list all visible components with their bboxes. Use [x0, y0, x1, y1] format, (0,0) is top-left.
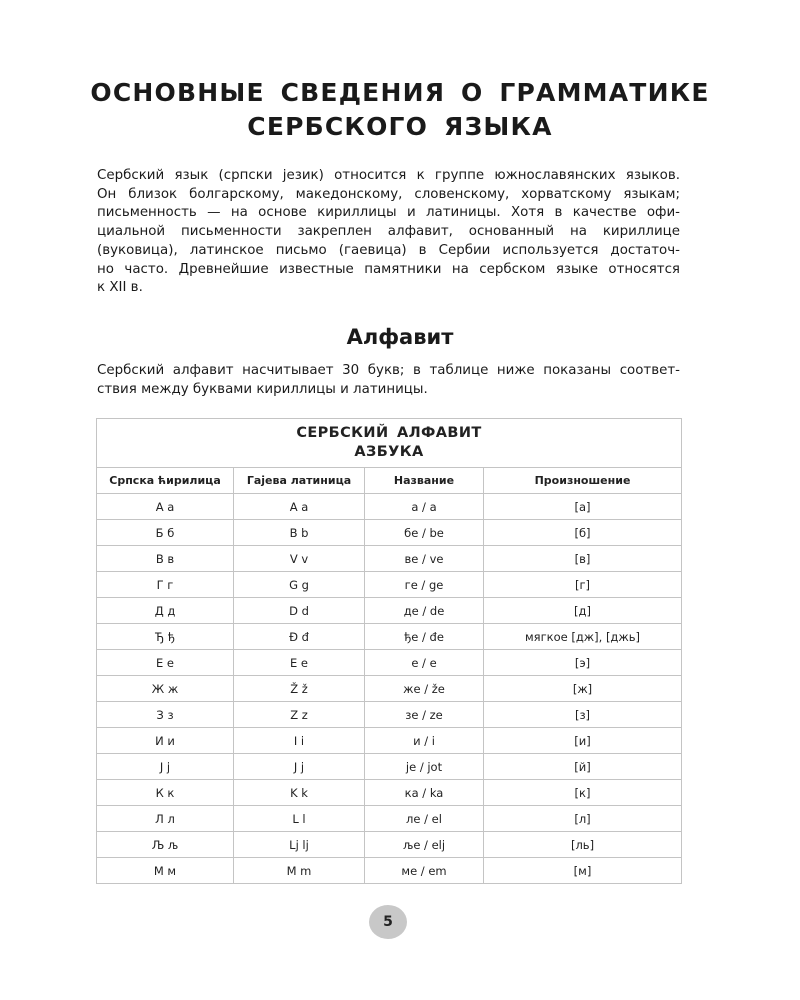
pronunciation-cell: [л]: [484, 806, 682, 832]
intro-line: (вуковица), латинское письмо (гаевица) в Сербии используется достаточ-: [97, 242, 680, 258]
pronunciation-cell: [й]: [484, 754, 682, 780]
cyrillic-cell: Ј ј: [97, 754, 234, 780]
latin-cell: L l: [234, 806, 365, 832]
alphabet-table: [96, 418, 682, 884]
page-title-line-1: ОСНОВНЫЕ СВЕДЕНИЯ О ГРАММАТИКЕ: [90, 78, 710, 107]
table-caption: [97, 419, 682, 468]
cyrillic-cell: М м: [97, 858, 234, 884]
intro-line: Сербский язык (српски језик) относится к группе южнославянских языков.: [97, 168, 680, 183]
column-header-cyrillic: Српска ћирилица: [97, 468, 234, 494]
cyrillic-cell: Ж ж: [97, 676, 234, 702]
latin-cell: V v: [234, 546, 365, 572]
alphabet-description: [97, 361, 680, 399]
table-row: [97, 624, 682, 650]
alphabet-description-line: Сербский алфавит насчитывает 30 букв; в таблице ниже показаны соответ-: [97, 363, 680, 378]
letter-name-cell: ге / ge: [365, 572, 484, 598]
letter-name-cell: ље / elj: [365, 832, 484, 858]
letter-name-cell: де / de: [365, 598, 484, 624]
letter-name-cell: а / a: [365, 494, 484, 520]
table-caption-row: [97, 419, 682, 468]
letter-name-cell: ђе / đe: [365, 624, 484, 650]
pronunciation-cell: [к]: [484, 780, 682, 806]
latin-cell: Ž ž: [234, 676, 365, 702]
table-row: [97, 546, 682, 572]
table-row: [97, 754, 682, 780]
pronunciation-cell: [а]: [484, 494, 682, 520]
page-title: [80, 76, 720, 144]
latin-cell: I i: [234, 728, 365, 754]
pronunciation-cell: [г]: [484, 572, 682, 598]
cyrillic-cell: Е е: [97, 650, 234, 676]
latin-cell: Z z: [234, 702, 365, 728]
cyrillic-cell: Г г: [97, 572, 234, 598]
letter-name-cell: ле / el: [365, 806, 484, 832]
table-row: [97, 832, 682, 858]
letter-name-cell: е / e: [365, 650, 484, 676]
column-header-name: Название: [365, 468, 484, 494]
intro-line: Он близок болгарскому, македонскому, словенскому, хорватскому языкам;: [97, 186, 680, 202]
pronunciation-cell: [ль]: [484, 832, 682, 858]
latin-cell: Lj lj: [234, 832, 365, 858]
pronunciation-cell: [б]: [484, 520, 682, 546]
table-row: [97, 650, 682, 676]
table-row: [97, 520, 682, 546]
column-header-latin: Гајева латиница: [234, 468, 365, 494]
latin-cell: M m: [234, 858, 365, 884]
intro-line: к XII в.: [97, 280, 143, 296]
cyrillic-cell: И и: [97, 728, 234, 754]
alphabet-heading: Алфавит: [346, 325, 454, 349]
table-caption-line-2: АЗБУКА: [354, 444, 424, 460]
column-header-pronunciation: Произношение: [484, 468, 682, 494]
latin-cell: B b: [234, 520, 365, 546]
latin-cell: K k: [234, 780, 365, 806]
latin-cell: G g: [234, 572, 365, 598]
pronunciation-cell: [д]: [484, 598, 682, 624]
table-row: [97, 676, 682, 702]
page-number: 5: [369, 905, 407, 939]
letter-name-cell: зе / ze: [365, 702, 484, 728]
cyrillic-cell: В в: [97, 546, 234, 572]
table-row: [97, 598, 682, 624]
cyrillic-cell: Љ љ: [97, 832, 234, 858]
cyrillic-cell: Ђ ђ: [97, 624, 234, 650]
latin-cell: J j: [234, 754, 365, 780]
cyrillic-cell: Л л: [97, 806, 234, 832]
latin-cell: Đ đ: [234, 624, 365, 650]
latin-cell: D d: [234, 598, 365, 624]
latin-cell: A a: [234, 494, 365, 520]
cyrillic-cell: З з: [97, 702, 234, 728]
pronunciation-cell: [в]: [484, 546, 682, 572]
table-row: [97, 806, 682, 832]
pronunciation-cell: [э]: [484, 650, 682, 676]
cyrillic-cell: Д д: [97, 598, 234, 624]
table-row: [97, 780, 682, 806]
cyrillic-cell: К к: [97, 780, 234, 806]
table-body: [97, 494, 682, 884]
letter-name-cell: ка / ka: [365, 780, 484, 806]
cyrillic-cell: А а: [97, 494, 234, 520]
pronunciation-cell: [м]: [484, 858, 682, 884]
table-caption-line-1: СЕРБСКИЙ АЛФАВИТ: [296, 425, 482, 441]
table-header-row: [97, 468, 682, 494]
pronunciation-cell: [и]: [484, 728, 682, 754]
letter-name-cell: je / jot: [365, 754, 484, 780]
latin-cell: E e: [234, 650, 365, 676]
alphabet-description-line: ствия между буквами кириллицы и латиницы.: [97, 382, 428, 397]
intro-line: но часто. Древнейшие известные памятники на сербском языке относятся: [97, 261, 680, 277]
intro-line: циальной письменности закреплен алфавит, основанный на кириллице: [97, 224, 680, 240]
pronunciation-cell: мягкое [дж], [джь]: [484, 624, 682, 650]
table-row: [97, 702, 682, 728]
pronunciation-cell: [з]: [484, 702, 682, 728]
intro-line: письменность — на основе кириллицы и латиницы. Хотя в качестве офи-: [97, 205, 680, 221]
table-row: [97, 858, 682, 884]
pronunciation-cell: [ж]: [484, 676, 682, 702]
intro-paragraph: [97, 167, 680, 298]
letter-name-cell: и / i: [365, 728, 484, 754]
page-title-line-2: СЕРБСКОГО ЯЗЫКА: [247, 112, 553, 141]
table-row: [97, 728, 682, 754]
letter-name-cell: ме / em: [365, 858, 484, 884]
cyrillic-cell: Б б: [97, 520, 234, 546]
table-row: [97, 494, 682, 520]
letter-name-cell: ве / ve: [365, 546, 484, 572]
letter-name-cell: же / že: [365, 676, 484, 702]
table-row: [97, 572, 682, 598]
letter-name-cell: бе / be: [365, 520, 484, 546]
